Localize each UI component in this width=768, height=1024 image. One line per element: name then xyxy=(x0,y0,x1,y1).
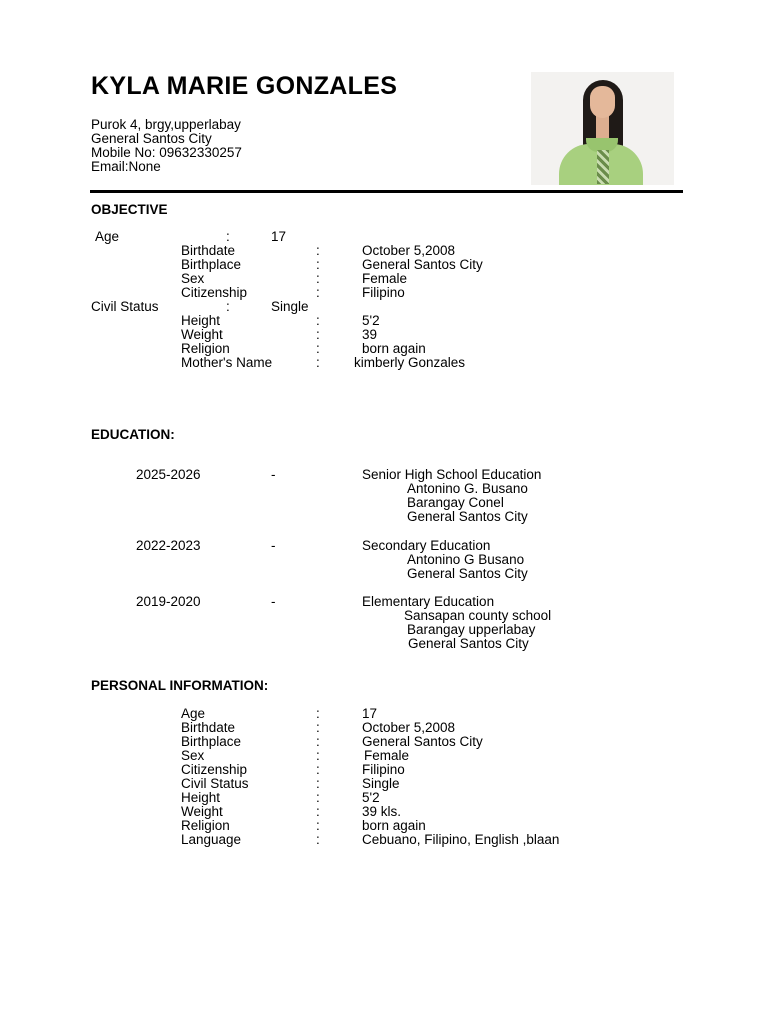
personal-colon: : xyxy=(316,762,320,777)
objective-height-label: Height xyxy=(181,313,221,328)
personal-value: General Santos City xyxy=(362,734,483,749)
education-dash: - xyxy=(271,594,276,609)
education-year: 2022-2023 xyxy=(136,538,201,553)
personal-value: Female xyxy=(364,748,410,763)
education-year: 2025-2026 xyxy=(136,467,201,482)
personal-label: Weight xyxy=(181,804,223,819)
objective-religion-colon: : xyxy=(316,341,320,356)
personal-value: October 5,2008 xyxy=(362,720,456,735)
objective-citizenship-colon: : xyxy=(316,285,320,300)
objective-civil-status-value: Single xyxy=(271,299,309,314)
objective-weight-colon: : xyxy=(316,327,320,342)
education-level: Secondary Education xyxy=(362,538,491,553)
objective-heading: OBJECTIVE xyxy=(91,202,168,217)
personal-value: 39 kls. xyxy=(362,804,402,819)
objective-sex-label: Sex xyxy=(181,271,205,286)
personal-colon: : xyxy=(316,706,320,721)
personal-colon: : xyxy=(316,720,320,735)
personal-label: Sex xyxy=(181,748,205,763)
objective-birthplace-colon: : xyxy=(316,257,320,272)
personal-label: Birthplace xyxy=(181,734,242,749)
objective-age-colon: : xyxy=(226,229,230,244)
objective-sex-colon: : xyxy=(316,271,320,286)
objective-sex-value: Female xyxy=(362,271,408,286)
personal-label: Language xyxy=(181,832,242,847)
personal-value: born again xyxy=(362,818,426,833)
personal-label: Religion xyxy=(181,818,230,833)
education-school: Sansapan county school xyxy=(404,608,552,623)
education-level: Senior High School Education xyxy=(362,467,542,482)
education-address: Barangay upperlabay xyxy=(407,622,536,637)
mobile-number: Mobile No: 09632330257 xyxy=(91,145,242,160)
objective-birthplace-label: Birthplace xyxy=(181,257,242,272)
email: Email:None xyxy=(91,159,161,174)
objective-religion-label: Religion xyxy=(181,341,230,356)
personal-value: Single xyxy=(362,776,400,791)
address-line-2: General Santos City xyxy=(91,131,212,146)
objective-birthdate-label: Birthdate xyxy=(181,243,236,258)
objective-weight-label: Weight xyxy=(181,327,223,342)
objective-mother-label: Mother's Name xyxy=(181,355,273,370)
personal-value: 5'2 xyxy=(362,790,380,805)
personal-colon: : xyxy=(316,790,320,805)
objective-weight-value: 39 xyxy=(362,327,378,342)
personal-colon: : xyxy=(316,776,320,791)
personal-label: Citizenship xyxy=(181,762,248,777)
education-city: General Santos City xyxy=(407,509,528,524)
personal-label: Height xyxy=(181,790,221,805)
objective-mother-value: kimberly Gonzales xyxy=(354,355,466,370)
address-line-1: Purok 4, brgy,upperlabay xyxy=(91,117,241,132)
objective-mother-colon: : xyxy=(316,355,320,370)
education-heading: EDUCATION: xyxy=(91,427,175,442)
personal-value: Filipino xyxy=(362,762,405,777)
personal-colon: : xyxy=(316,748,320,763)
objective-civil-status-colon: : xyxy=(226,299,230,314)
personal-colon: : xyxy=(316,804,320,819)
objective-height-value: 5'2 xyxy=(362,313,380,328)
objective-civil-status-label: Civil Status xyxy=(91,299,159,314)
objective-birthdate-value: October 5,2008 xyxy=(362,243,456,258)
education-city: General Santos City xyxy=(408,636,529,651)
page-title: KYLA MARIE GONZALES xyxy=(91,72,398,100)
personal-colon: : xyxy=(316,734,320,749)
education-dash: - xyxy=(271,467,276,482)
personal-colon: : xyxy=(316,832,320,847)
objective-birthplace-value: General Santos City xyxy=(362,257,483,272)
education-year: 2019-2020 xyxy=(136,594,201,609)
header-divider xyxy=(90,190,683,193)
education-school: Antonino G. Busano xyxy=(407,481,528,496)
objective-age-value: 17 xyxy=(271,229,287,244)
objective-religion-value: born again xyxy=(362,341,426,356)
objective-citizenship-value: Filipino xyxy=(362,285,405,300)
education-level: Elementary Education xyxy=(362,594,495,609)
objective-age-label: Age xyxy=(95,229,120,244)
personal-value: 17 xyxy=(362,706,378,721)
education-school: Antonino G Busano xyxy=(407,552,525,567)
personal-label: Civil Status xyxy=(181,776,249,791)
objective-citizenship-label: Citizenship xyxy=(181,285,248,300)
education-address: Barangay Conel xyxy=(407,495,504,510)
objective-birthdate-colon: : xyxy=(316,243,320,258)
personal-label: Age xyxy=(181,706,206,721)
personal-info-heading: PERSONAL INFORMATION: xyxy=(91,678,269,693)
personal-label: Birthdate xyxy=(181,720,236,735)
education-dash: - xyxy=(271,538,276,553)
personal-colon: : xyxy=(316,818,320,833)
objective-height-colon: : xyxy=(316,313,320,328)
education-city: General Santos City xyxy=(407,566,528,581)
profile-photo xyxy=(531,72,674,185)
personal-value: Cebuano, Filipino, English ,blaan xyxy=(362,832,560,847)
